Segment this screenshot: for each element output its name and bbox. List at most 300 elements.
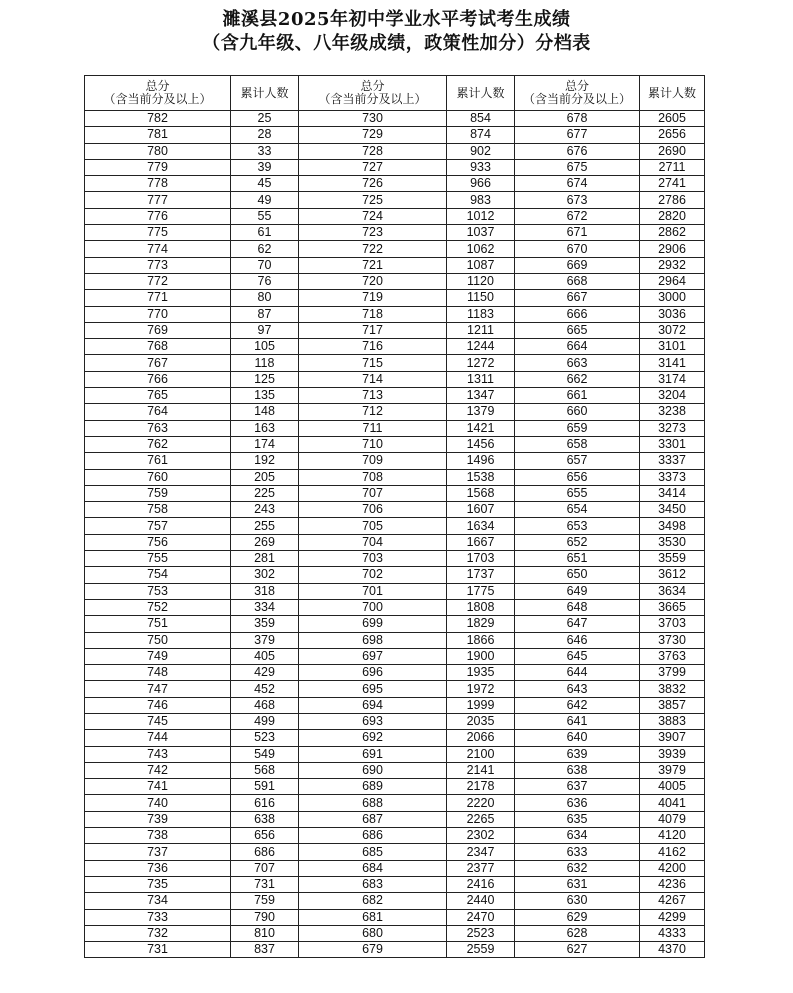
count-cell: 837 bbox=[231, 942, 299, 958]
count-cell: 4120 bbox=[640, 828, 705, 844]
table-row bbox=[85, 893, 705, 909]
score-cell: 637 bbox=[515, 779, 640, 795]
count-cell: 105 bbox=[231, 339, 299, 355]
count-cell: 45 bbox=[231, 176, 299, 192]
count-cell: 1634 bbox=[447, 518, 515, 534]
count-header: 累计人数 bbox=[231, 76, 299, 111]
count-cell: 810 bbox=[231, 925, 299, 941]
score-cell: 723 bbox=[299, 225, 447, 241]
table-row bbox=[85, 811, 705, 827]
score-cell: 764 bbox=[85, 404, 231, 420]
table-row bbox=[85, 616, 705, 632]
score-cell: 688 bbox=[299, 795, 447, 811]
count-header: 累计人数 bbox=[447, 76, 515, 111]
count-cell: 3530 bbox=[640, 534, 705, 550]
count-cell: 1775 bbox=[447, 583, 515, 599]
score-cell: 679 bbox=[299, 942, 447, 958]
score-cell: 737 bbox=[85, 844, 231, 860]
score-distribution-table bbox=[84, 75, 705, 958]
table-row bbox=[85, 518, 705, 534]
score-cell: 654 bbox=[515, 502, 640, 518]
table-row bbox=[85, 404, 705, 420]
count-cell: 1866 bbox=[447, 632, 515, 648]
count-cell: 4079 bbox=[640, 811, 705, 827]
table-row bbox=[85, 567, 705, 583]
count-cell: 2862 bbox=[640, 225, 705, 241]
count-cell: 2820 bbox=[640, 208, 705, 224]
score-cell: 767 bbox=[85, 355, 231, 371]
count-cell: 2605 bbox=[640, 111, 705, 127]
score-cell: 762 bbox=[85, 436, 231, 452]
score-cell: 714 bbox=[299, 371, 447, 387]
score-cell: 664 bbox=[515, 339, 640, 355]
table-row bbox=[85, 485, 705, 501]
score-cell: 776 bbox=[85, 208, 231, 224]
score-cell: 638 bbox=[515, 762, 640, 778]
table-row bbox=[85, 583, 705, 599]
count-cell: 966 bbox=[447, 176, 515, 192]
count-cell: 499 bbox=[231, 713, 299, 729]
score-cell: 655 bbox=[515, 485, 640, 501]
count-cell: 2178 bbox=[447, 779, 515, 795]
table-row bbox=[85, 339, 705, 355]
count-cell: 1935 bbox=[447, 665, 515, 681]
count-cell: 2440 bbox=[447, 893, 515, 909]
score-cell: 740 bbox=[85, 795, 231, 811]
count-cell: 3238 bbox=[640, 404, 705, 420]
score-cell: 692 bbox=[299, 730, 447, 746]
count-cell: 759 bbox=[231, 893, 299, 909]
count-cell: 2932 bbox=[640, 257, 705, 273]
table-row bbox=[85, 828, 705, 844]
table-row bbox=[85, 159, 705, 175]
score-cell: 769 bbox=[85, 322, 231, 338]
score-cell: 659 bbox=[515, 420, 640, 436]
count-cell: 933 bbox=[447, 159, 515, 175]
count-cell: 2302 bbox=[447, 828, 515, 844]
score-cell: 733 bbox=[85, 909, 231, 925]
score-cell: 641 bbox=[515, 713, 640, 729]
count-cell: 1120 bbox=[447, 273, 515, 289]
count-cell: 281 bbox=[231, 551, 299, 567]
score-cell: 772 bbox=[85, 273, 231, 289]
score-cell: 706 bbox=[299, 502, 447, 518]
score-cell: 691 bbox=[299, 746, 447, 762]
count-cell: 1183 bbox=[447, 306, 515, 322]
count-cell: 983 bbox=[447, 192, 515, 208]
score-cell: 708 bbox=[299, 469, 447, 485]
score-cell: 671 bbox=[515, 225, 640, 241]
score-cell: 738 bbox=[85, 828, 231, 844]
count-cell: 302 bbox=[231, 567, 299, 583]
count-cell: 3559 bbox=[640, 551, 705, 567]
count-cell: 4299 bbox=[640, 909, 705, 925]
score-cell: 669 bbox=[515, 257, 640, 273]
table-row bbox=[85, 469, 705, 485]
count-cell: 1062 bbox=[447, 241, 515, 257]
score-cell: 665 bbox=[515, 322, 640, 338]
score-cell: 781 bbox=[85, 127, 231, 143]
count-cell: 2141 bbox=[447, 762, 515, 778]
score-cell: 729 bbox=[299, 127, 447, 143]
score-cell: 743 bbox=[85, 746, 231, 762]
count-cell: 591 bbox=[231, 779, 299, 795]
count-cell: 39 bbox=[231, 159, 299, 175]
score-cell: 656 bbox=[515, 469, 640, 485]
score-cell: 749 bbox=[85, 648, 231, 664]
count-cell: 163 bbox=[231, 420, 299, 436]
score-cell: 759 bbox=[85, 485, 231, 501]
count-cell: 2265 bbox=[447, 811, 515, 827]
count-cell: 3301 bbox=[640, 436, 705, 452]
score-cell: 670 bbox=[515, 241, 640, 257]
score-cell: 746 bbox=[85, 697, 231, 713]
score-cell: 684 bbox=[299, 860, 447, 876]
count-cell: 3634 bbox=[640, 583, 705, 599]
score-cell: 651 bbox=[515, 551, 640, 567]
score-cell: 771 bbox=[85, 290, 231, 306]
count-cell: 1999 bbox=[447, 697, 515, 713]
count-cell: 2786 bbox=[640, 192, 705, 208]
score-cell: 634 bbox=[515, 828, 640, 844]
score-cell: 742 bbox=[85, 762, 231, 778]
score-cell: 643 bbox=[515, 681, 640, 697]
table-row bbox=[85, 665, 705, 681]
score-cell: 724 bbox=[299, 208, 447, 224]
score-cell: 650 bbox=[515, 567, 640, 583]
score-cell: 721 bbox=[299, 257, 447, 273]
count-cell: 4041 bbox=[640, 795, 705, 811]
table-row bbox=[85, 681, 705, 697]
score-cell: 777 bbox=[85, 192, 231, 208]
count-cell: 656 bbox=[231, 828, 299, 844]
count-cell: 125 bbox=[231, 371, 299, 387]
score-cell: 710 bbox=[299, 436, 447, 452]
table-row bbox=[85, 844, 705, 860]
count-cell: 4200 bbox=[640, 860, 705, 876]
score-cell: 704 bbox=[299, 534, 447, 550]
count-cell: 1538 bbox=[447, 469, 515, 485]
count-cell: 225 bbox=[231, 485, 299, 501]
count-cell: 2964 bbox=[640, 273, 705, 289]
score-cell: 645 bbox=[515, 648, 640, 664]
count-cell: 1703 bbox=[447, 551, 515, 567]
score-cell: 778 bbox=[85, 176, 231, 192]
score-cell: 630 bbox=[515, 893, 640, 909]
count-cell: 1037 bbox=[447, 225, 515, 241]
score-cell: 727 bbox=[299, 159, 447, 175]
count-cell: 1900 bbox=[447, 648, 515, 664]
score-cell: 751 bbox=[85, 616, 231, 632]
count-cell: 318 bbox=[231, 583, 299, 599]
score-cell: 703 bbox=[299, 551, 447, 567]
score-cell: 750 bbox=[85, 632, 231, 648]
count-cell: 3612 bbox=[640, 567, 705, 583]
score-cell: 694 bbox=[299, 697, 447, 713]
score-cell: 685 bbox=[299, 844, 447, 860]
count-cell: 707 bbox=[231, 860, 299, 876]
count-cell: 3498 bbox=[640, 518, 705, 534]
count-cell: 3174 bbox=[640, 371, 705, 387]
score-cell: 760 bbox=[85, 469, 231, 485]
score-cell: 695 bbox=[299, 681, 447, 697]
score-cell: 699 bbox=[299, 616, 447, 632]
table-row bbox=[85, 779, 705, 795]
count-cell: 3072 bbox=[640, 322, 705, 338]
count-cell: 1311 bbox=[447, 371, 515, 387]
score-cell: 770 bbox=[85, 306, 231, 322]
count-cell: 1087 bbox=[447, 257, 515, 273]
score-cell: 667 bbox=[515, 290, 640, 306]
count-cell: 638 bbox=[231, 811, 299, 827]
count-cell: 4005 bbox=[640, 779, 705, 795]
count-cell: 118 bbox=[231, 355, 299, 371]
count-cell: 3979 bbox=[640, 762, 705, 778]
count-cell: 148 bbox=[231, 404, 299, 420]
count-cell: 874 bbox=[447, 127, 515, 143]
score-cell: 628 bbox=[515, 925, 640, 941]
count-cell: 3273 bbox=[640, 420, 705, 436]
score-cell: 633 bbox=[515, 844, 640, 860]
score-cell: 720 bbox=[299, 273, 447, 289]
document-subtitle: （含九年级、八年级成绩，政策性加分）分档表 bbox=[202, 33, 591, 54]
score-cell: 675 bbox=[515, 159, 640, 175]
table-row bbox=[85, 746, 705, 762]
table-row bbox=[85, 306, 705, 322]
table-row bbox=[85, 599, 705, 615]
count-cell: 3141 bbox=[640, 355, 705, 371]
score-cell: 648 bbox=[515, 599, 640, 615]
score-cell: 757 bbox=[85, 518, 231, 534]
count-cell: 2416 bbox=[447, 876, 515, 892]
score-cell: 702 bbox=[299, 567, 447, 583]
table-row bbox=[85, 371, 705, 387]
count-cell: 192 bbox=[231, 453, 299, 469]
score-cell: 775 bbox=[85, 225, 231, 241]
score-cell: 673 bbox=[515, 192, 640, 208]
count-cell: 205 bbox=[231, 469, 299, 485]
count-cell: 1421 bbox=[447, 420, 515, 436]
score-cell: 642 bbox=[515, 697, 640, 713]
score-cell: 735 bbox=[85, 876, 231, 892]
table-row bbox=[85, 208, 705, 224]
count-cell: 686 bbox=[231, 844, 299, 860]
score-cell: 780 bbox=[85, 143, 231, 159]
score-cell: 701 bbox=[299, 583, 447, 599]
score-cell: 717 bbox=[299, 322, 447, 338]
table-row bbox=[85, 225, 705, 241]
table-row bbox=[85, 355, 705, 371]
count-cell: 1496 bbox=[447, 453, 515, 469]
score-cell: 765 bbox=[85, 388, 231, 404]
table-row bbox=[85, 925, 705, 941]
count-cell: 4370 bbox=[640, 942, 705, 958]
table-row bbox=[85, 127, 705, 143]
count-cell: 174 bbox=[231, 436, 299, 452]
count-cell: 549 bbox=[231, 746, 299, 762]
score-cell: 649 bbox=[515, 583, 640, 599]
count-cell: 3414 bbox=[640, 485, 705, 501]
table-row bbox=[85, 322, 705, 338]
table-row bbox=[85, 436, 705, 452]
count-cell: 3703 bbox=[640, 616, 705, 632]
count-cell: 135 bbox=[231, 388, 299, 404]
count-cell: 33 bbox=[231, 143, 299, 159]
score-cell: 629 bbox=[515, 909, 640, 925]
count-cell: 1379 bbox=[447, 404, 515, 420]
table-row bbox=[85, 534, 705, 550]
score-cell: 657 bbox=[515, 453, 640, 469]
score-cell: 639 bbox=[515, 746, 640, 762]
count-cell: 4236 bbox=[640, 876, 705, 892]
score-cell: 782 bbox=[85, 111, 231, 127]
count-cell: 55 bbox=[231, 208, 299, 224]
score-cell: 711 bbox=[299, 420, 447, 436]
count-cell: 1211 bbox=[447, 322, 515, 338]
score-cell: 631 bbox=[515, 876, 640, 892]
score-cell: 652 bbox=[515, 534, 640, 550]
table-row bbox=[85, 942, 705, 958]
count-cell: 3101 bbox=[640, 339, 705, 355]
count-cell: 2066 bbox=[447, 730, 515, 746]
count-cell: 70 bbox=[231, 257, 299, 273]
table-row bbox=[85, 502, 705, 518]
count-cell: 49 bbox=[231, 192, 299, 208]
count-cell: 616 bbox=[231, 795, 299, 811]
count-cell: 3000 bbox=[640, 290, 705, 306]
count-cell: 1347 bbox=[447, 388, 515, 404]
count-cell: 269 bbox=[231, 534, 299, 550]
score-cell: 682 bbox=[299, 893, 447, 909]
table-row bbox=[85, 273, 705, 289]
score-cell: 687 bbox=[299, 811, 447, 827]
table-row bbox=[85, 111, 705, 127]
count-header: 累计人数 bbox=[640, 76, 705, 111]
count-cell: 2100 bbox=[447, 746, 515, 762]
score-cell: 713 bbox=[299, 388, 447, 404]
table-row bbox=[85, 713, 705, 729]
score-cell: 747 bbox=[85, 681, 231, 697]
score-cell: 705 bbox=[299, 518, 447, 534]
score-cell: 668 bbox=[515, 273, 640, 289]
score-cell: 627 bbox=[515, 942, 640, 958]
table-row bbox=[85, 730, 705, 746]
score-cell: 686 bbox=[299, 828, 447, 844]
count-cell: 76 bbox=[231, 273, 299, 289]
count-cell: 1012 bbox=[447, 208, 515, 224]
count-cell: 854 bbox=[447, 111, 515, 127]
score-cell: 773 bbox=[85, 257, 231, 273]
count-cell: 1272 bbox=[447, 355, 515, 371]
count-cell: 568 bbox=[231, 762, 299, 778]
table-row bbox=[85, 388, 705, 404]
score-header: 总分 （含当前分及以上） bbox=[299, 76, 447, 111]
count-cell: 2906 bbox=[640, 241, 705, 257]
count-cell: 1244 bbox=[447, 339, 515, 355]
count-cell: 62 bbox=[231, 241, 299, 257]
count-cell: 61 bbox=[231, 225, 299, 241]
count-cell: 3857 bbox=[640, 697, 705, 713]
table-row bbox=[85, 551, 705, 567]
count-cell: 255 bbox=[231, 518, 299, 534]
score-cell: 700 bbox=[299, 599, 447, 615]
count-cell: 2711 bbox=[640, 159, 705, 175]
count-cell: 2559 bbox=[447, 942, 515, 958]
score-cell: 693 bbox=[299, 713, 447, 729]
score-cell: 739 bbox=[85, 811, 231, 827]
count-cell: 429 bbox=[231, 665, 299, 681]
count-cell: 3832 bbox=[640, 681, 705, 697]
table-row bbox=[85, 257, 705, 273]
score-cell: 715 bbox=[299, 355, 447, 371]
count-cell: 243 bbox=[231, 502, 299, 518]
count-cell: 379 bbox=[231, 632, 299, 648]
count-cell: 3373 bbox=[640, 469, 705, 485]
table-row bbox=[85, 176, 705, 192]
table-row bbox=[85, 876, 705, 892]
score-cell: 658 bbox=[515, 436, 640, 452]
count-cell: 2470 bbox=[447, 909, 515, 925]
score-cell: 680 bbox=[299, 925, 447, 941]
score-cell: 666 bbox=[515, 306, 640, 322]
score-cell: 745 bbox=[85, 713, 231, 729]
count-cell: 1667 bbox=[447, 534, 515, 550]
score-cell: 674 bbox=[515, 176, 640, 192]
count-cell: 2347 bbox=[447, 844, 515, 860]
count-cell: 4267 bbox=[640, 893, 705, 909]
count-cell: 3907 bbox=[640, 730, 705, 746]
score-cell: 766 bbox=[85, 371, 231, 387]
score-cell: 730 bbox=[299, 111, 447, 127]
score-cell: 734 bbox=[85, 893, 231, 909]
count-cell: 1150 bbox=[447, 290, 515, 306]
score-cell: 677 bbox=[515, 127, 640, 143]
score-cell: 731 bbox=[85, 942, 231, 958]
score-cell: 722 bbox=[299, 241, 447, 257]
score-cell: 697 bbox=[299, 648, 447, 664]
count-cell: 2220 bbox=[447, 795, 515, 811]
score-cell: 690 bbox=[299, 762, 447, 778]
count-cell: 3450 bbox=[640, 502, 705, 518]
table-row bbox=[85, 143, 705, 159]
score-cell: 672 bbox=[515, 208, 640, 224]
table-row bbox=[85, 632, 705, 648]
score-cell: 663 bbox=[515, 355, 640, 371]
table-row bbox=[85, 697, 705, 713]
score-cell: 644 bbox=[515, 665, 640, 681]
count-cell: 3799 bbox=[640, 665, 705, 681]
score-cell: 696 bbox=[299, 665, 447, 681]
count-cell: 731 bbox=[231, 876, 299, 892]
score-cell: 676 bbox=[515, 143, 640, 159]
score-cell: 763 bbox=[85, 420, 231, 436]
count-cell: 87 bbox=[231, 306, 299, 322]
count-cell: 2741 bbox=[640, 176, 705, 192]
count-cell: 97 bbox=[231, 322, 299, 338]
count-cell: 1972 bbox=[447, 681, 515, 697]
score-cell: 748 bbox=[85, 665, 231, 681]
score-cell: 774 bbox=[85, 241, 231, 257]
table-row bbox=[85, 420, 705, 436]
document-title: 濉溪县2025年初中学业水平考试考生成绩 bbox=[222, 9, 571, 30]
count-cell: 1568 bbox=[447, 485, 515, 501]
score-cell: 761 bbox=[85, 453, 231, 469]
table-row bbox=[85, 795, 705, 811]
table-row bbox=[85, 860, 705, 876]
score-cell: 635 bbox=[515, 811, 640, 827]
score-cell: 662 bbox=[515, 371, 640, 387]
table-row bbox=[85, 909, 705, 925]
